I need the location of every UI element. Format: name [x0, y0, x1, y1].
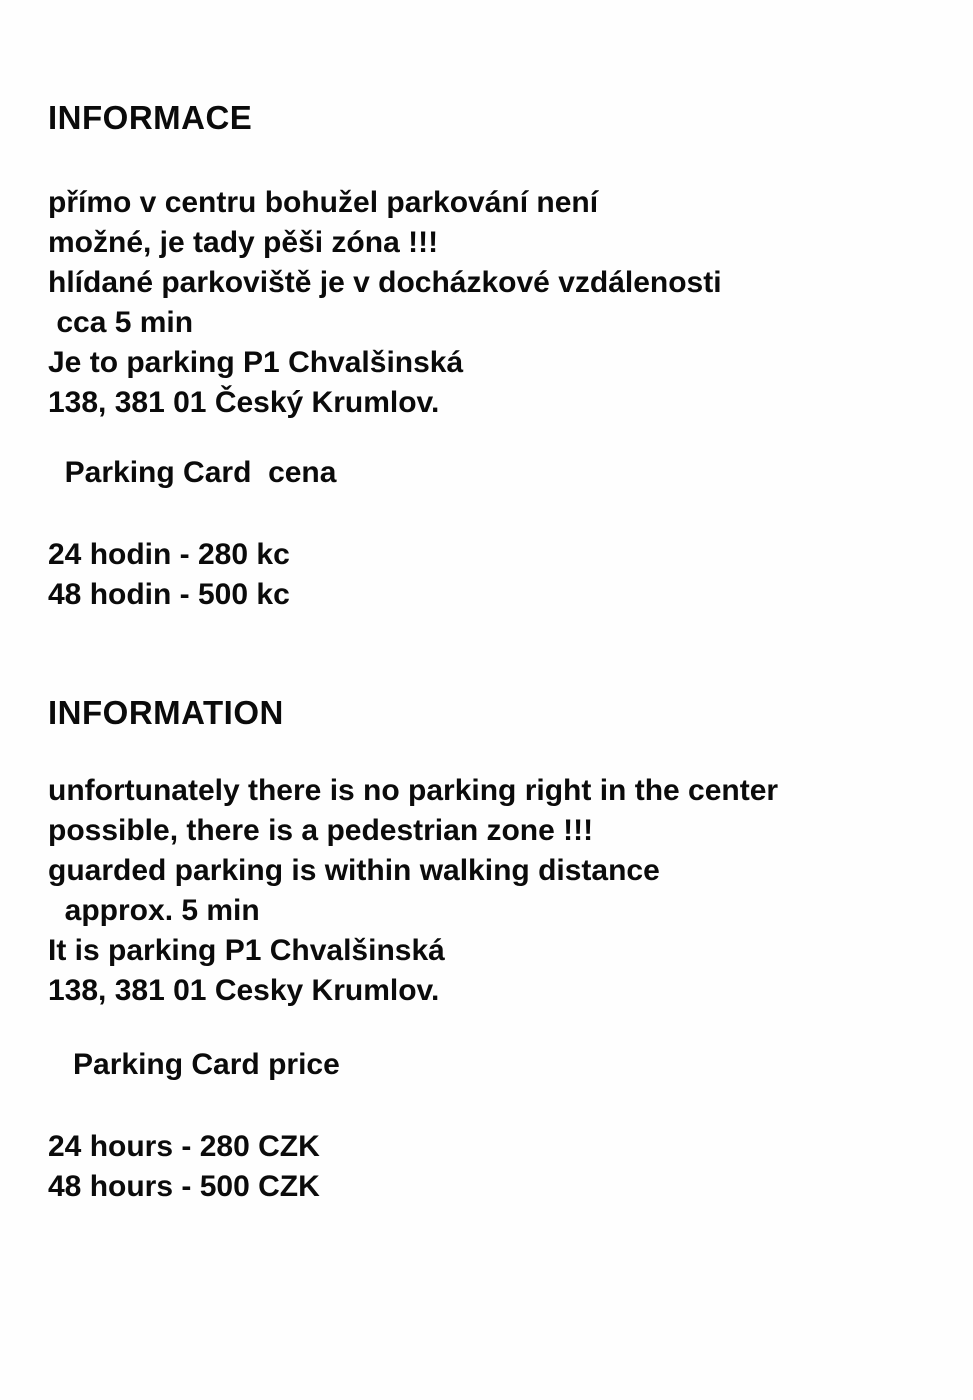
czech-section-heading: INFORMACE	[48, 99, 253, 136]
czech-price-list	[48, 535, 933, 615]
english-section-heading: INFORMATION	[48, 694, 284, 731]
english-price-line: 48 hours - 500 CZK	[48, 1170, 320, 1203]
english-price-heading: Parking Card price	[48, 1048, 340, 1081]
english-paragraph-line: unfortunately there is no parking right in the center	[48, 774, 779, 807]
czech-price-line: 48 hodin - 500 kc	[48, 578, 290, 611]
english-price-line: 24 hours - 280 CZK	[48, 1130, 320, 1163]
english-paragraph	[48, 771, 933, 1011]
czech-paragraph-line: cca 5 min	[48, 306, 194, 339]
english-paragraph-line: It is parking P1 Chvalšinská	[48, 934, 445, 967]
czech-paragraph-line: možné, je tady pěši zóna !!!	[48, 226, 439, 259]
english-paragraph-line: guarded parking is within walking distance	[48, 854, 660, 887]
english-paragraph-line: 138, 381 01 Cesky Krumlov.	[48, 974, 440, 1007]
czech-price-line: 24 hodin - 280 kc	[48, 538, 290, 571]
czech-price-heading: Parking Card cena	[48, 456, 337, 489]
english-price-list	[48, 1127, 933, 1207]
czech-paragraph-line: hlídané parkoviště je v docházkové vzdálenosti	[48, 266, 722, 299]
english-paragraph-line: possible, there is a pedestrian zone !!!	[48, 814, 594, 847]
czech-paragraph-line: Je to parking P1 Chvalšinská	[48, 346, 464, 379]
english-paragraph-line: approx. 5 min	[48, 894, 260, 927]
czech-paragraph-line: 138, 381 01 Český Krumlov.	[48, 386, 440, 419]
czech-paragraph-line: přímo v centru bohužel parkování není	[48, 186, 599, 219]
czech-paragraph	[48, 183, 933, 423]
